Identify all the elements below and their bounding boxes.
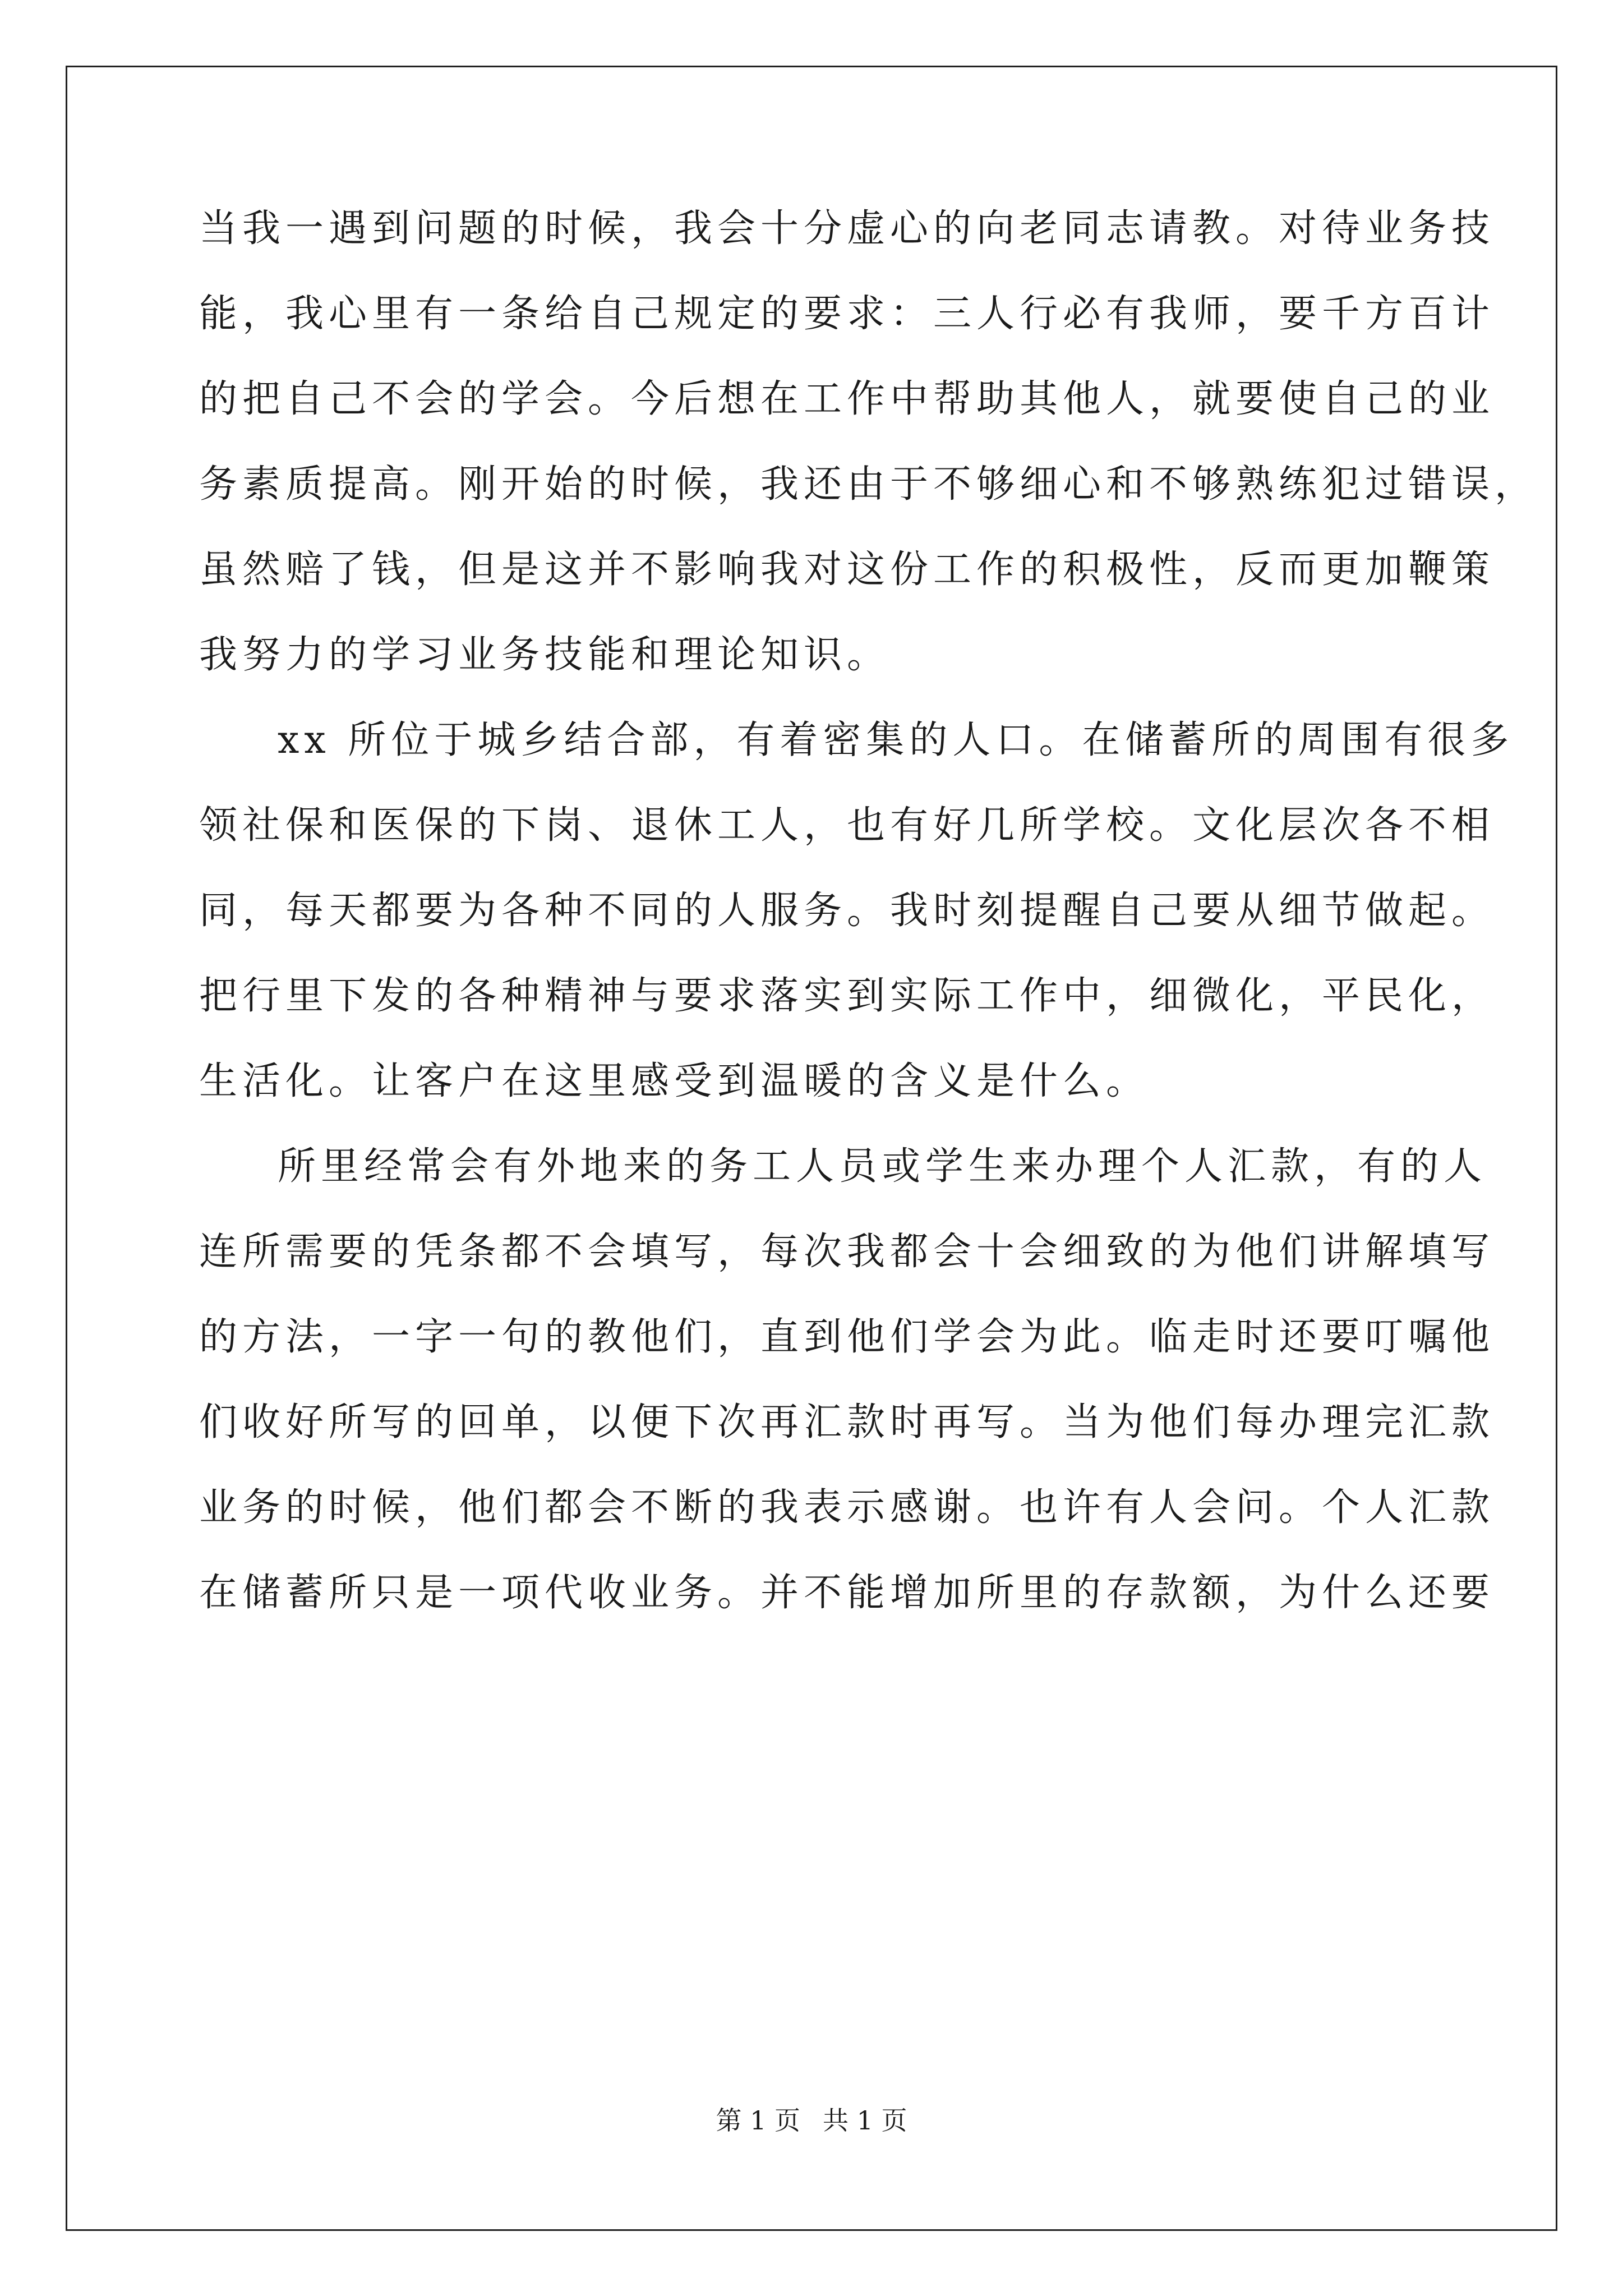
text-line: 虽然赔了钱，但是这并不影响我对这份工作的积极性，反而更加鞭策 bbox=[199, 547, 1495, 592]
page-number: 第 1 页 bbox=[716, 2105, 800, 2136]
text-line: 务素质提高。刚开始的时候，我还由于不够细心和不够熟练犯过错误， bbox=[199, 462, 1538, 507]
text-line: 我努力的学习业务技能和理论知识。 bbox=[199, 633, 891, 677]
text-line: xx 所位于城乡结合部，有着密集的人口。在储蓄所的周围有很多 bbox=[278, 718, 1514, 762]
page-footer bbox=[0, 2105, 1623, 2136]
text-line: 能，我心里有一条给自己规定的要求：三人行必有我师，要千方百计 bbox=[199, 292, 1495, 336]
text-line: 领社保和医保的下岗、退休工人，也有好几所学校。文化层次各不相 bbox=[199, 803, 1495, 848]
page-total: 共 1 页 bbox=[823, 2105, 907, 2136]
text-line: 所里经常会有外地来的务工人员或学生来办理个人汇款，有的人 bbox=[278, 1144, 1487, 1189]
text-line: 的把自己不会的学会。今后想在工作中帮助其他人，就要使自己的业 bbox=[199, 377, 1495, 421]
text-line: 业务的时候，他们都会不断的我表示感谢。也许有人会问。个人汇款 bbox=[199, 1485, 1495, 1530]
text-line: 的方法，一字一句的教他们，直到他们学会为此。临走时还要叮嘱他 bbox=[199, 1315, 1495, 1359]
text-line: 把行里下发的各种精神与要求落实到实际工作中，细微化，平民化， bbox=[199, 974, 1495, 1018]
text-line: 当我一遇到问题的时候，我会十分虚心的向老同志请教。对待业务技 bbox=[199, 206, 1495, 251]
text-line: 生活化。让客户在这里感受到温暖的含义是什么。 bbox=[199, 1059, 1150, 1103]
text-line: 在储蓄所只是一项代收业务。并不能增加所里的存款额，为什么还要 bbox=[199, 1571, 1495, 1615]
document-body bbox=[199, 206, 1538, 1657]
text-line: 连所需要的凭条都不会填写，每次我都会十会细致的为他们讲解填写 bbox=[199, 1230, 1495, 1274]
text-line: 们收好所写的回单，以便下次再汇款时再写。当为他们每办理完汇款 bbox=[199, 1400, 1495, 1444]
text-line: 同，每天都要为各种不同的人服务。我时刻提醒自己要从细节做起。 bbox=[199, 889, 1495, 933]
